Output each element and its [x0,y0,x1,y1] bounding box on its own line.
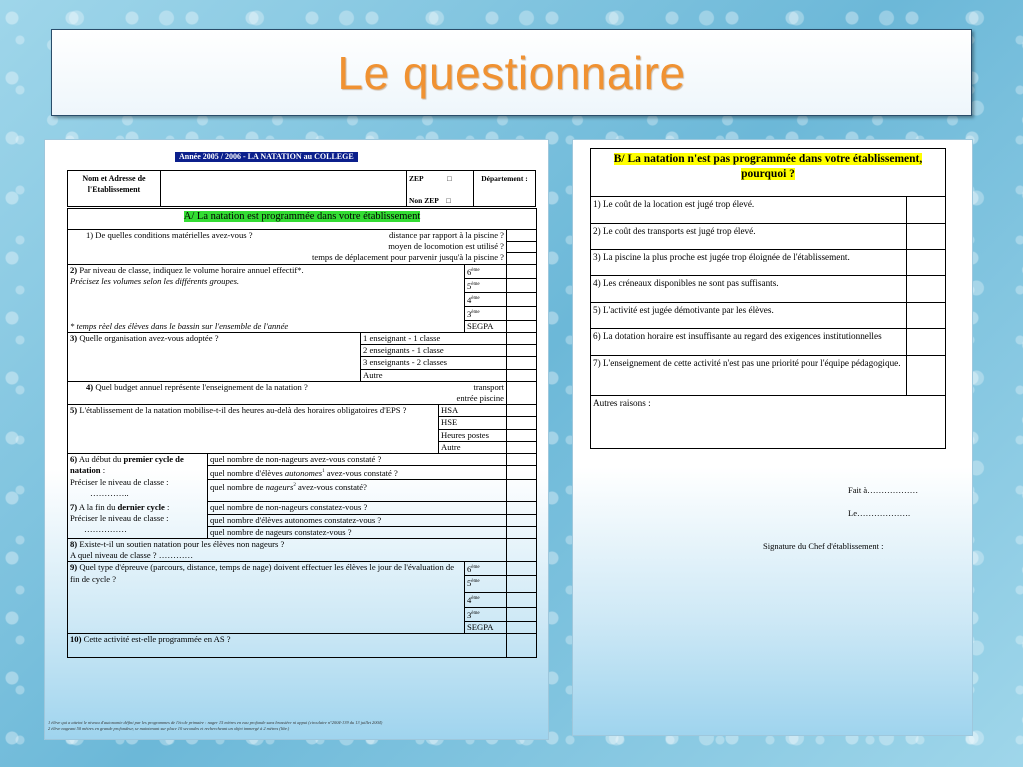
q6-answer-3[interactable] [507,480,537,502]
q2-level-5: 5ème [465,278,507,292]
q1-answer-3[interactable] [507,252,537,264]
q2-note: * temps rèel des élèves dans le bassin sur l'ensemble de l'année [70,320,289,331]
establishment-header-table [67,170,536,207]
q6-answer-2[interactable] [507,466,537,480]
q8-answer[interactable] [507,538,537,561]
q7-opt-2: quel nombre d'élèves autonomes constatez-vous ? [208,514,507,526]
q1-answer-2[interactable] [507,241,537,252]
reason-2-answer[interactable] [907,224,946,250]
q3-opt-2: 2 enseignants - 1 classe [361,345,507,357]
q1-answer-1[interactable] [507,230,537,242]
q10-cell: 10) Cette activité est-elle programmée en AS ? [68,633,507,657]
q2-level-6: 6ème [465,264,507,278]
footnotes [48,720,543,731]
q9-answer-3[interactable] [507,607,537,621]
year-banner: Année 2005 / 2006 - LA NATATION au COLLEGE [175,152,358,162]
q9-answer-6[interactable] [507,562,537,576]
q5-answer-3[interactable] [507,429,537,441]
q2-answer-3[interactable] [507,306,537,320]
section-a-table [67,208,537,658]
non-zep-checkbox[interactable]: □ [446,196,451,206]
q9-cell: 9) Quel type d'épreuve (parcours, distance, temps de nage) doivent effectuer les élèves le jour de l'évaluation de fin de cycle ? [68,562,465,633]
reason-5-answer[interactable] [907,303,946,329]
autres-raisons-field[interactable]: Autres raisons : [591,396,946,449]
q2-answer-6[interactable] [507,264,537,278]
le-date: Le………………. [848,508,911,518]
reason-6: 6) La dotation horaire est insuffisante au regard des exigences institutionnelles [591,329,907,356]
q10-answer[interactable] [507,633,537,657]
q4-opt-1: transport [473,381,504,392]
q6-opt-2: quel nombre d'élèves autonomes$^1$ avez-vous constaté ? [208,466,507,480]
q3-opt-1: 1 enseignant - 1 classe [361,333,507,345]
q7-opt-1: quel nombre de non-nageurs constatez-vous ? [208,502,507,514]
q2-italic: Précisez les volumes selon les différents groupes. [70,275,240,286]
q1-opt-2: moyen de locomotion est utilisé ? [68,241,507,252]
q7-answer-2[interactable] [507,514,537,526]
reason-3-answer[interactable] [907,250,946,276]
q6-opt-3: quel nombre de nageurs$^2$ avez-vous constaté? [208,480,507,502]
footnote-1: 1 élève qui a atteint le niveau d'autonomie défini par les programmes de l'école primaire : nager 15 mètres en eau profonde sans brassière ni appui (circulaire n°2004-139 du 13 juillet 2004) [48,720,383,725]
nom-label: Nom et Adresse de l'Etablissement [68,171,161,207]
q2-text: Par niveau de classe, indiquez le volume horaire annuel effectif*. [77,264,304,275]
zep-checkbox[interactable]: □ [447,174,452,183]
footnote-2: 2 élève nageant 50 mètres en grande profondeur, se maintenant sur place 10 secondes et rechercheant un objet immergé à 2 mètres (libr.) [48,725,290,731]
title-box [51,29,972,116]
q9-answer-5[interactable] [507,576,537,593]
nom-field[interactable] [161,171,407,207]
q1-opt-3: temps de déplacement pour parvenir jusqu'à la piscine ? [68,252,507,264]
slide-title: Le questionnaire [337,46,686,99]
q1-row [68,230,507,242]
q2-level-3: 3ème [465,306,507,320]
q7-answer-1[interactable] [507,502,537,514]
reason-6-answer[interactable] [907,329,946,356]
q6-opt-1: quel nombre de non-nageurs avez-vous constaté ? [208,454,507,466]
q2-segpa: SEGPA [465,320,507,332]
reason-4-answer[interactable] [907,276,946,303]
q5-opt-4: Autre [439,441,507,453]
q3-answer-2[interactable] [507,345,537,357]
reason-1: 1) Le coût de la location est jugé trop élevé. [591,197,907,224]
q6-answer-1[interactable] [507,454,537,466]
zep-cell [407,171,474,207]
q9-level-6: 6ème [465,562,507,576]
departement-cell[interactable]: Département : [474,171,536,207]
section-b-table [590,148,946,449]
section-b-header [591,149,946,197]
q7-opt-3: quel nombre de nageurs constatez-vous ? [208,526,507,538]
q3-opt-3: 3 enseignants - 2 classes [361,357,507,369]
q5-answer-4[interactable] [507,441,537,453]
q2-cell [68,264,465,332]
q9-answer-segpa[interactable] [507,621,537,633]
reason-7-answer[interactable] [907,356,946,396]
q2-level-4: 4ème [465,292,507,306]
q3-answer-1[interactable] [507,333,537,345]
q5-cell: 5) L'établissement de la natation mobilise-t-il des heures au-delà des horaires obligatoires d'EPS ? [68,405,439,454]
q1-opt-1: distance par rapport à la piscine ? [388,230,504,240]
reason-1-answer[interactable] [907,197,946,224]
q3-answer-3[interactable] [507,357,537,369]
reason-5: 5) L'activité est jugée démotivante par les élèves. [591,303,907,329]
q7-answer-3[interactable] [507,526,537,538]
q2-answer-4[interactable] [507,292,537,306]
reason-7: 7) L'enseignement de cette activité n'est pas une priorité pour l'équipe pédagogique. [591,356,907,396]
q2-answer-5[interactable] [507,278,537,292]
q9-level-4: 4ème [465,593,507,607]
q3-answer-4[interactable] [507,369,537,381]
section-b-title: B/ La natation n'est pas programmée dans votre établissement, pourquoi ? [613,153,923,180]
q5-answer-1[interactable] [507,405,537,417]
reason-2: 2) Le coût des transports est jugé trop élevé. [591,224,907,250]
q2-answer-segpa[interactable] [507,320,537,332]
q8-cell: 8) Existe-t-il un soutien natation pour les élèves non nageurs ? A quel niveau de classe ? ………… [68,538,507,561]
q9-level-3: 3ème [465,607,507,621]
q4-answer[interactable] [507,381,537,404]
q4-opt-2: entrée piscine [456,393,504,404]
q1-text: 1) De quelles conditions matérielles avez-vous ? [86,230,253,240]
q2-num: 2) [70,264,78,275]
section-a-header [68,209,537,230]
reason-4: 4) Les créneaux disponibles ne sont pas suffisants. [591,276,907,303]
q4-cell: 4) Quel budget annuel représente l'enseignement de la natation ? transport entrée piscine [68,381,507,404]
signature-label: Signature du Chef d'établissement : [763,541,884,551]
q9-segpa: SEGPA [465,621,507,633]
q5-opt-3: Heures postes [439,429,507,441]
q7-cell: 7) A la fin du dernier cycle : Préciser le niveau de classe : …………… [68,502,208,539]
q6-cell: 6) Au début du premier cycle de natation : Préciser le niveau de classe : ………….. [68,454,208,502]
q9-answer-4[interactable] [507,593,537,607]
q5-opt-1: HSA [439,405,507,417]
q3-cell: 3) Quelle organisation avez-vous adoptée ? [68,333,361,382]
q9-level-5: 5ème [465,576,507,593]
reason-3: 3) La piscine la plus proche est jugée trop éloignée de l'établissement. [591,250,907,276]
q5-answer-2[interactable] [507,417,537,429]
fait-a: Fait à……………… [848,485,919,495]
section-a-title: A/ La natation est programmée dans votre établissement [183,211,421,222]
zep-label: ZEP [409,174,424,183]
non-zep-label: Non ZEP [409,196,439,206]
q3-opt-4: Autre [361,369,507,381]
q5-opt-2: HSE [439,417,507,429]
